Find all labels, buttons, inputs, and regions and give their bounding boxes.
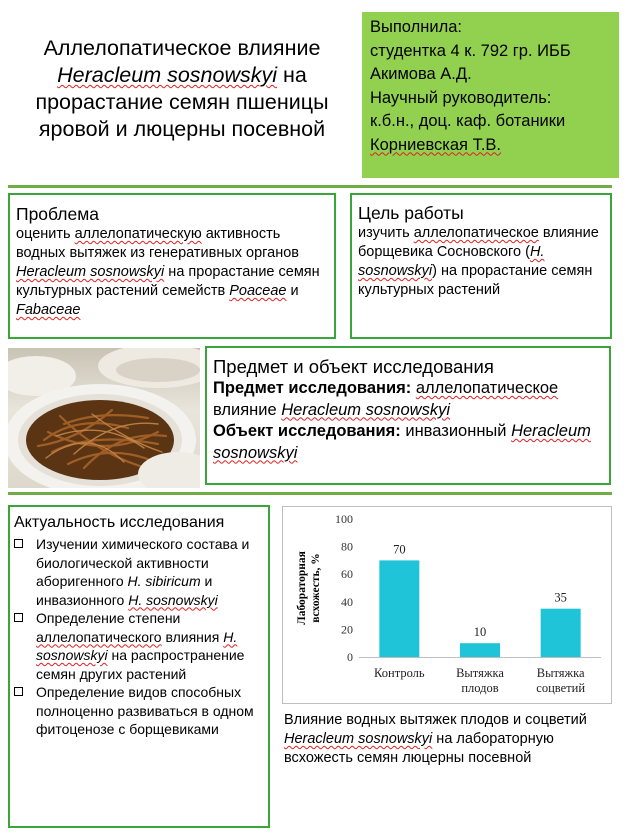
germination-chart-svg [283, 507, 613, 705]
relevance-item-2-species: H. sosnowskyi [36, 628, 238, 663]
goal-text [358, 224, 604, 300]
y-tick-label: 0 [347, 650, 353, 664]
relevance-item-1-text [36, 535, 264, 609]
object-text: инвазионный [400, 422, 512, 440]
relevance-item-2-b: аллелопатического [36, 628, 162, 645]
subject-text-1c: влияние [213, 400, 282, 419]
relevance-item-3 [14, 683, 264, 739]
subject-text-1b: аллелопатическое [415, 379, 559, 397]
goal-t2: аллелопатическое [413, 225, 539, 241]
relevance-item-1-b: и инвазионного [36, 573, 213, 608]
goal-t1: изучить [358, 225, 414, 241]
relevance-item-2-a: Определение степени [36, 610, 181, 626]
x-tick-label-line: плодов [461, 681, 499, 695]
subject-heading: Предмет и объект исследования [213, 356, 494, 377]
subject-box [205, 346, 611, 485]
specimen-photo-illustration [8, 348, 200, 488]
caption-t2: на лабораторную всхожесть семян люцерны посевной [284, 731, 554, 766]
bar-data-label: 10 [473, 625, 487, 640]
chart-bar [460, 643, 500, 657]
chart-bar [379, 560, 419, 657]
relevance-item-3-text: Определение видов способных полноценно развиваться в одном фитоценозе с борщевиками [36, 684, 254, 737]
author-line-2: студентка 4 к. 792 гр. ИББ [370, 41, 571, 60]
x-tick-label-line: Вытяжка [456, 666, 504, 680]
problem-t2: аллелопатическую [74, 226, 202, 242]
chart-caption [284, 711, 614, 768]
divider-middle [8, 492, 612, 495]
checkbox-icon [14, 539, 28, 548]
title-line-1: Аллелопатическое влияние [43, 36, 321, 60]
goal-t3: влияние борщевика Сосновского ( [358, 225, 599, 260]
divider-top [8, 185, 612, 188]
problem-box [8, 193, 336, 339]
x-tick-label [536, 666, 585, 695]
relevance-heading: Актуальность исследования [14, 514, 225, 531]
title-line-2-rest: на [277, 63, 307, 87]
goal-species: H. sosnowskyi [358, 244, 545, 279]
goal-heading: Цель работы [358, 203, 464, 223]
problem-t4: на прорастание семян культурных растений семейств [16, 264, 320, 299]
problem-text [16, 225, 328, 320]
y-tick-label: 100 [335, 512, 353, 526]
problem-species: Heracleum sosnowskyi [16, 264, 165, 280]
y-axis-label-line: всхожесть, % [310, 553, 322, 623]
y-axis-label-line: Лабораторная [296, 551, 308, 625]
object-species: Heracleum sosnowskyi [213, 422, 591, 462]
title-line-4: яровой и люцерны посевной [38, 117, 326, 141]
y-tick-label: 80 [341, 539, 353, 554]
problem-family-1: Poaceae [229, 283, 287, 299]
x-tick-label-line: Вытяжка [536, 666, 585, 680]
bar-data-label: 70 [393, 542, 406, 557]
relevance-item-1-species-1: H. sibiricum [127, 573, 201, 589]
problem-t5: и [286, 283, 299, 299]
y-axis-label [296, 551, 322, 625]
relevance-item-1 [14, 535, 264, 609]
relevance-item-1-species-2: H. sosnowskyi [128, 591, 218, 608]
author-line-4: Научный руководитель: [370, 88, 552, 107]
problem-family-2: Fabaceae [16, 302, 81, 318]
author-line-1: Выполнила: [370, 18, 462, 36]
x-tick-label-line: соцветий [536, 681, 586, 695]
relevance-item-2-text [36, 609, 264, 683]
checkbox-icon [14, 687, 28, 696]
x-tick-label [456, 666, 504, 695]
subject-species-1: Heracleum sosnowskyi [281, 400, 450, 419]
subject-text-2 [213, 421, 603, 464]
problem-t1: оценить [16, 226, 75, 242]
chart-bar [541, 609, 581, 657]
goal-t4: ) на прорастание семян культурных растений [358, 263, 593, 298]
author-line-6: Корниевская Т.В. [370, 135, 502, 154]
problem-heading: Проблема [16, 204, 99, 224]
caption-t1: Влияние водных вытяжек плодов и соцветий [284, 712, 587, 728]
problem-t3: активность водных вытяжек из генеративных органов [16, 226, 299, 261]
title-line-3: прорастание семян пшеницы [35, 90, 329, 114]
y-tick-label: 40 [341, 594, 353, 609]
poster-title [12, 35, 352, 143]
specimen-photo [8, 348, 200, 488]
author-panel [362, 12, 619, 178]
relevance-item-2 [14, 609, 264, 683]
author-line-3: Акимова А.Д. [370, 65, 472, 83]
x-tick-label-line: Контроль [374, 666, 425, 680]
object-label: Объект исследования: [213, 422, 401, 440]
subject-text-1 [213, 378, 603, 421]
title-species: Heracleum sosnowskyi [57, 63, 278, 87]
caption-species: Heracleum sosnowskyi [284, 731, 433, 747]
checkbox-icon [14, 613, 28, 622]
bar-data-label: 35 [554, 590, 567, 605]
relevance-item-2-d: на распространение семян других растений [36, 647, 245, 682]
author-line-5: к.б.н., доц. каф. ботаники [370, 112, 566, 130]
goal-box [350, 193, 612, 339]
y-tick-label: 60 [341, 567, 353, 582]
title-line-2 [12, 62, 352, 89]
relevance-item-2-c: влияния [161, 628, 224, 645]
y-tick-label: 20 [341, 622, 353, 637]
relevance-item-1-a: Изучении химического состава и биологической активности аборигенного [36, 536, 250, 589]
subject-label: Предмет исследования: [213, 379, 412, 397]
germination-chart [282, 506, 612, 704]
relevance-box [8, 505, 270, 828]
x-tick-label [374, 666, 425, 680]
